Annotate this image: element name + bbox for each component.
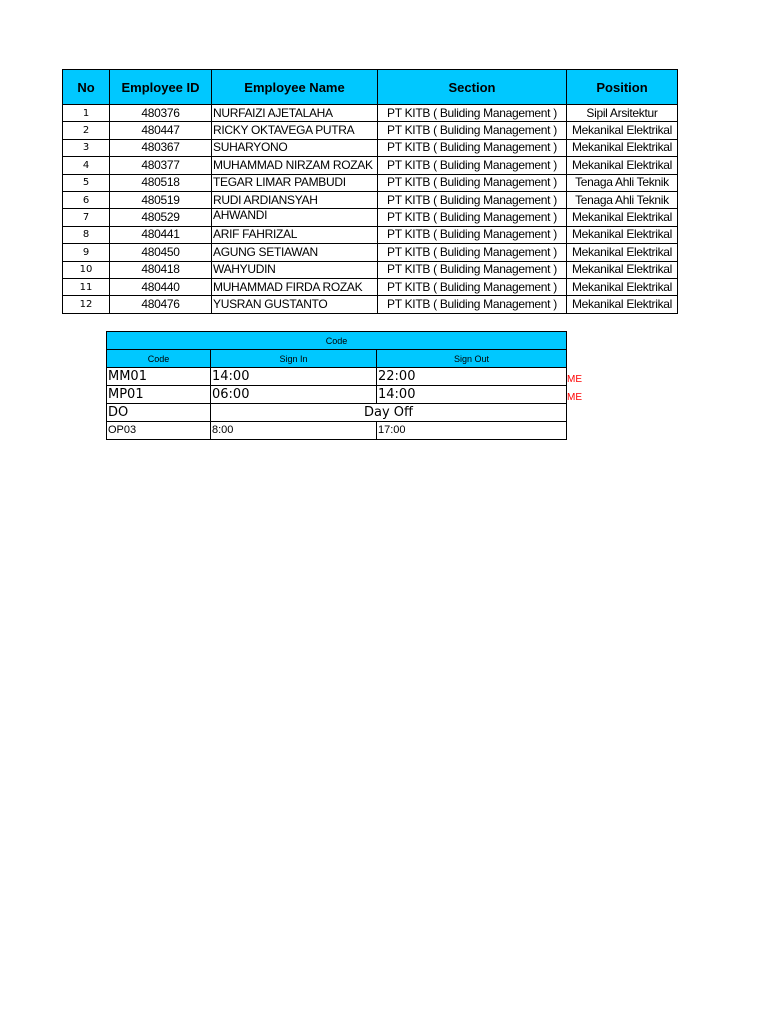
me-note: ME xyxy=(567,392,582,403)
cell-sign-out: 17:00 xyxy=(377,422,567,440)
cell-position: Mekanikal Elektrikal xyxy=(567,296,678,313)
cell-position: Tenaga Ahli Teknik xyxy=(567,174,678,191)
shift-code-table xyxy=(106,331,567,440)
header-section: Section xyxy=(378,70,567,105)
cell-section: PT KITB ( Buliding Management ) xyxy=(378,105,567,122)
cell-code: MM01 xyxy=(107,368,211,386)
table-row xyxy=(63,157,678,174)
cell-section: PT KITB ( Buliding Management ) xyxy=(378,278,567,295)
cell-no: 9 xyxy=(63,244,110,261)
table-row xyxy=(107,386,567,404)
cell-code: DO xyxy=(107,404,211,422)
header-sign-out: Sign Out xyxy=(377,350,567,368)
cell-employee-name: AGUNG SETIAWAN xyxy=(212,244,378,261)
cell-position: Sipil Arsitektur xyxy=(567,105,678,122)
cell-employee-id: 480441 xyxy=(110,226,212,243)
cell-employee-name: SUHARYONO xyxy=(212,139,378,156)
cell-position: Mekanikal Elektrikal xyxy=(567,226,678,243)
header-sign-in: Sign In xyxy=(211,350,377,368)
cell-section: PT KITB ( Buliding Management ) xyxy=(378,209,567,226)
header-code: Code xyxy=(107,350,211,368)
cell-no: 1 xyxy=(63,105,110,122)
cell-employee-id: 480529 xyxy=(110,209,212,226)
cell-no: 11 xyxy=(63,278,110,295)
cell-employee-name: TEGAR LIMAR PAMBUDI xyxy=(212,174,378,191)
cell-no: 2 xyxy=(63,122,110,139)
cell-section: PT KITB ( Buliding Management ) xyxy=(378,157,567,174)
table-row xyxy=(63,139,678,156)
cell-employee-id: 480447 xyxy=(110,122,212,139)
cell-position: Mekanikal Elektrikal xyxy=(567,209,678,226)
cell-employee-name: ARIF FAHRIZAL xyxy=(212,226,378,243)
cell-sign-in: 8:00 xyxy=(211,422,377,440)
cell-position: Mekanikal Elektrikal xyxy=(567,157,678,174)
cell-no: 7 xyxy=(63,209,110,226)
cell-employee-name: WAHYUDIN xyxy=(212,261,378,278)
cell-employee-name: MUHAMMAD NIRZAM ROZAK xyxy=(212,157,378,174)
cell-code: MP01 xyxy=(107,386,211,404)
cell-section: PT KITB ( Buliding Management ) xyxy=(378,122,567,139)
cell-position: Mekanikal Elektrikal xyxy=(567,278,678,295)
cell-employee-name: YUSRAN GUSTANTO xyxy=(212,296,378,313)
cell-sign-in: 06:00 xyxy=(211,386,377,404)
employee-table-header-row xyxy=(63,70,678,105)
cell-position: Mekanikal Elektrikal xyxy=(567,261,678,278)
cell-employee-id: 480518 xyxy=(110,174,212,191)
cell-section: PT KITB ( Buliding Management ) xyxy=(378,174,567,191)
table-row xyxy=(63,105,678,122)
code-title-row xyxy=(107,332,567,350)
cell-sign-out: 14:00 xyxy=(377,386,567,404)
cell-day-off: Day Off xyxy=(211,404,567,422)
table-row xyxy=(63,244,678,261)
employee-table xyxy=(62,69,678,314)
cell-employee-id: 480367 xyxy=(110,139,212,156)
cell-employee-id: 480376 xyxy=(110,105,212,122)
cell-employee-id: 480450 xyxy=(110,244,212,261)
code-table-title: Code xyxy=(107,332,567,350)
cell-sign-out: 22:00 xyxy=(377,368,567,386)
cell-section: PT KITB ( Buliding Management ) xyxy=(378,296,567,313)
cell-no: 4 xyxy=(63,157,110,174)
table-row xyxy=(63,174,678,191)
table-row xyxy=(63,261,678,278)
cell-no: 3 xyxy=(63,139,110,156)
table-row xyxy=(63,122,678,139)
cell-position: Mekanikal Elektrikal xyxy=(567,244,678,261)
cell-position: Mekanikal Elektrikal xyxy=(567,139,678,156)
cell-no: 6 xyxy=(63,191,110,208)
cell-section: PT KITB ( Buliding Management ) xyxy=(378,191,567,208)
cell-employee-name: NURFAIZI AJETALAHA xyxy=(212,105,378,122)
code-header-row xyxy=(107,350,567,368)
cell-section: PT KITB ( Buliding Management ) xyxy=(378,139,567,156)
cell-no: 8 xyxy=(63,226,110,243)
cell-employee-id: 480476 xyxy=(110,296,212,313)
cell-no: 10 xyxy=(63,261,110,278)
table-row xyxy=(63,278,678,295)
table-row xyxy=(107,404,567,422)
table-row xyxy=(63,209,678,226)
table-row xyxy=(63,296,678,313)
cell-position: Tenaga Ahli Teknik xyxy=(567,191,678,208)
cell-sign-in: 14:00 xyxy=(211,368,377,386)
table-row xyxy=(63,226,678,243)
cell-section: PT KITB ( Buliding Management ) xyxy=(378,244,567,261)
cell-employee-id: 480418 xyxy=(110,261,212,278)
cell-employee-name: MUHAMMAD FIRDA ROZAK xyxy=(212,278,378,295)
cell-section: PT KITB ( Buliding Management ) xyxy=(378,261,567,278)
table-row xyxy=(107,368,567,386)
cell-employee-id: 480519 xyxy=(110,191,212,208)
header-no: No xyxy=(63,70,110,105)
cell-no: 12 xyxy=(63,296,110,313)
table-row xyxy=(107,422,567,440)
cell-section: PT KITB ( Buliding Management ) xyxy=(378,226,567,243)
cell-employee-name: AHWANDI xyxy=(212,209,378,226)
table-row xyxy=(63,191,678,208)
header-employee-name: Employee Name xyxy=(212,70,378,105)
header-position: Position xyxy=(567,70,678,105)
cell-employee-name: RUDI ARDIANSYAH xyxy=(212,191,378,208)
header-employee-id: Employee ID xyxy=(110,70,212,105)
cell-employee-name: RICKY OKTAVEGA PUTRA xyxy=(212,122,378,139)
cell-position: Mekanikal Elektrikal xyxy=(567,122,678,139)
me-note: ME xyxy=(567,374,582,385)
cell-no: 5 xyxy=(63,174,110,191)
cell-code: OP03 xyxy=(107,422,211,440)
cell-employee-id: 480440 xyxy=(110,278,212,295)
cell-employee-id: 480377 xyxy=(110,157,212,174)
